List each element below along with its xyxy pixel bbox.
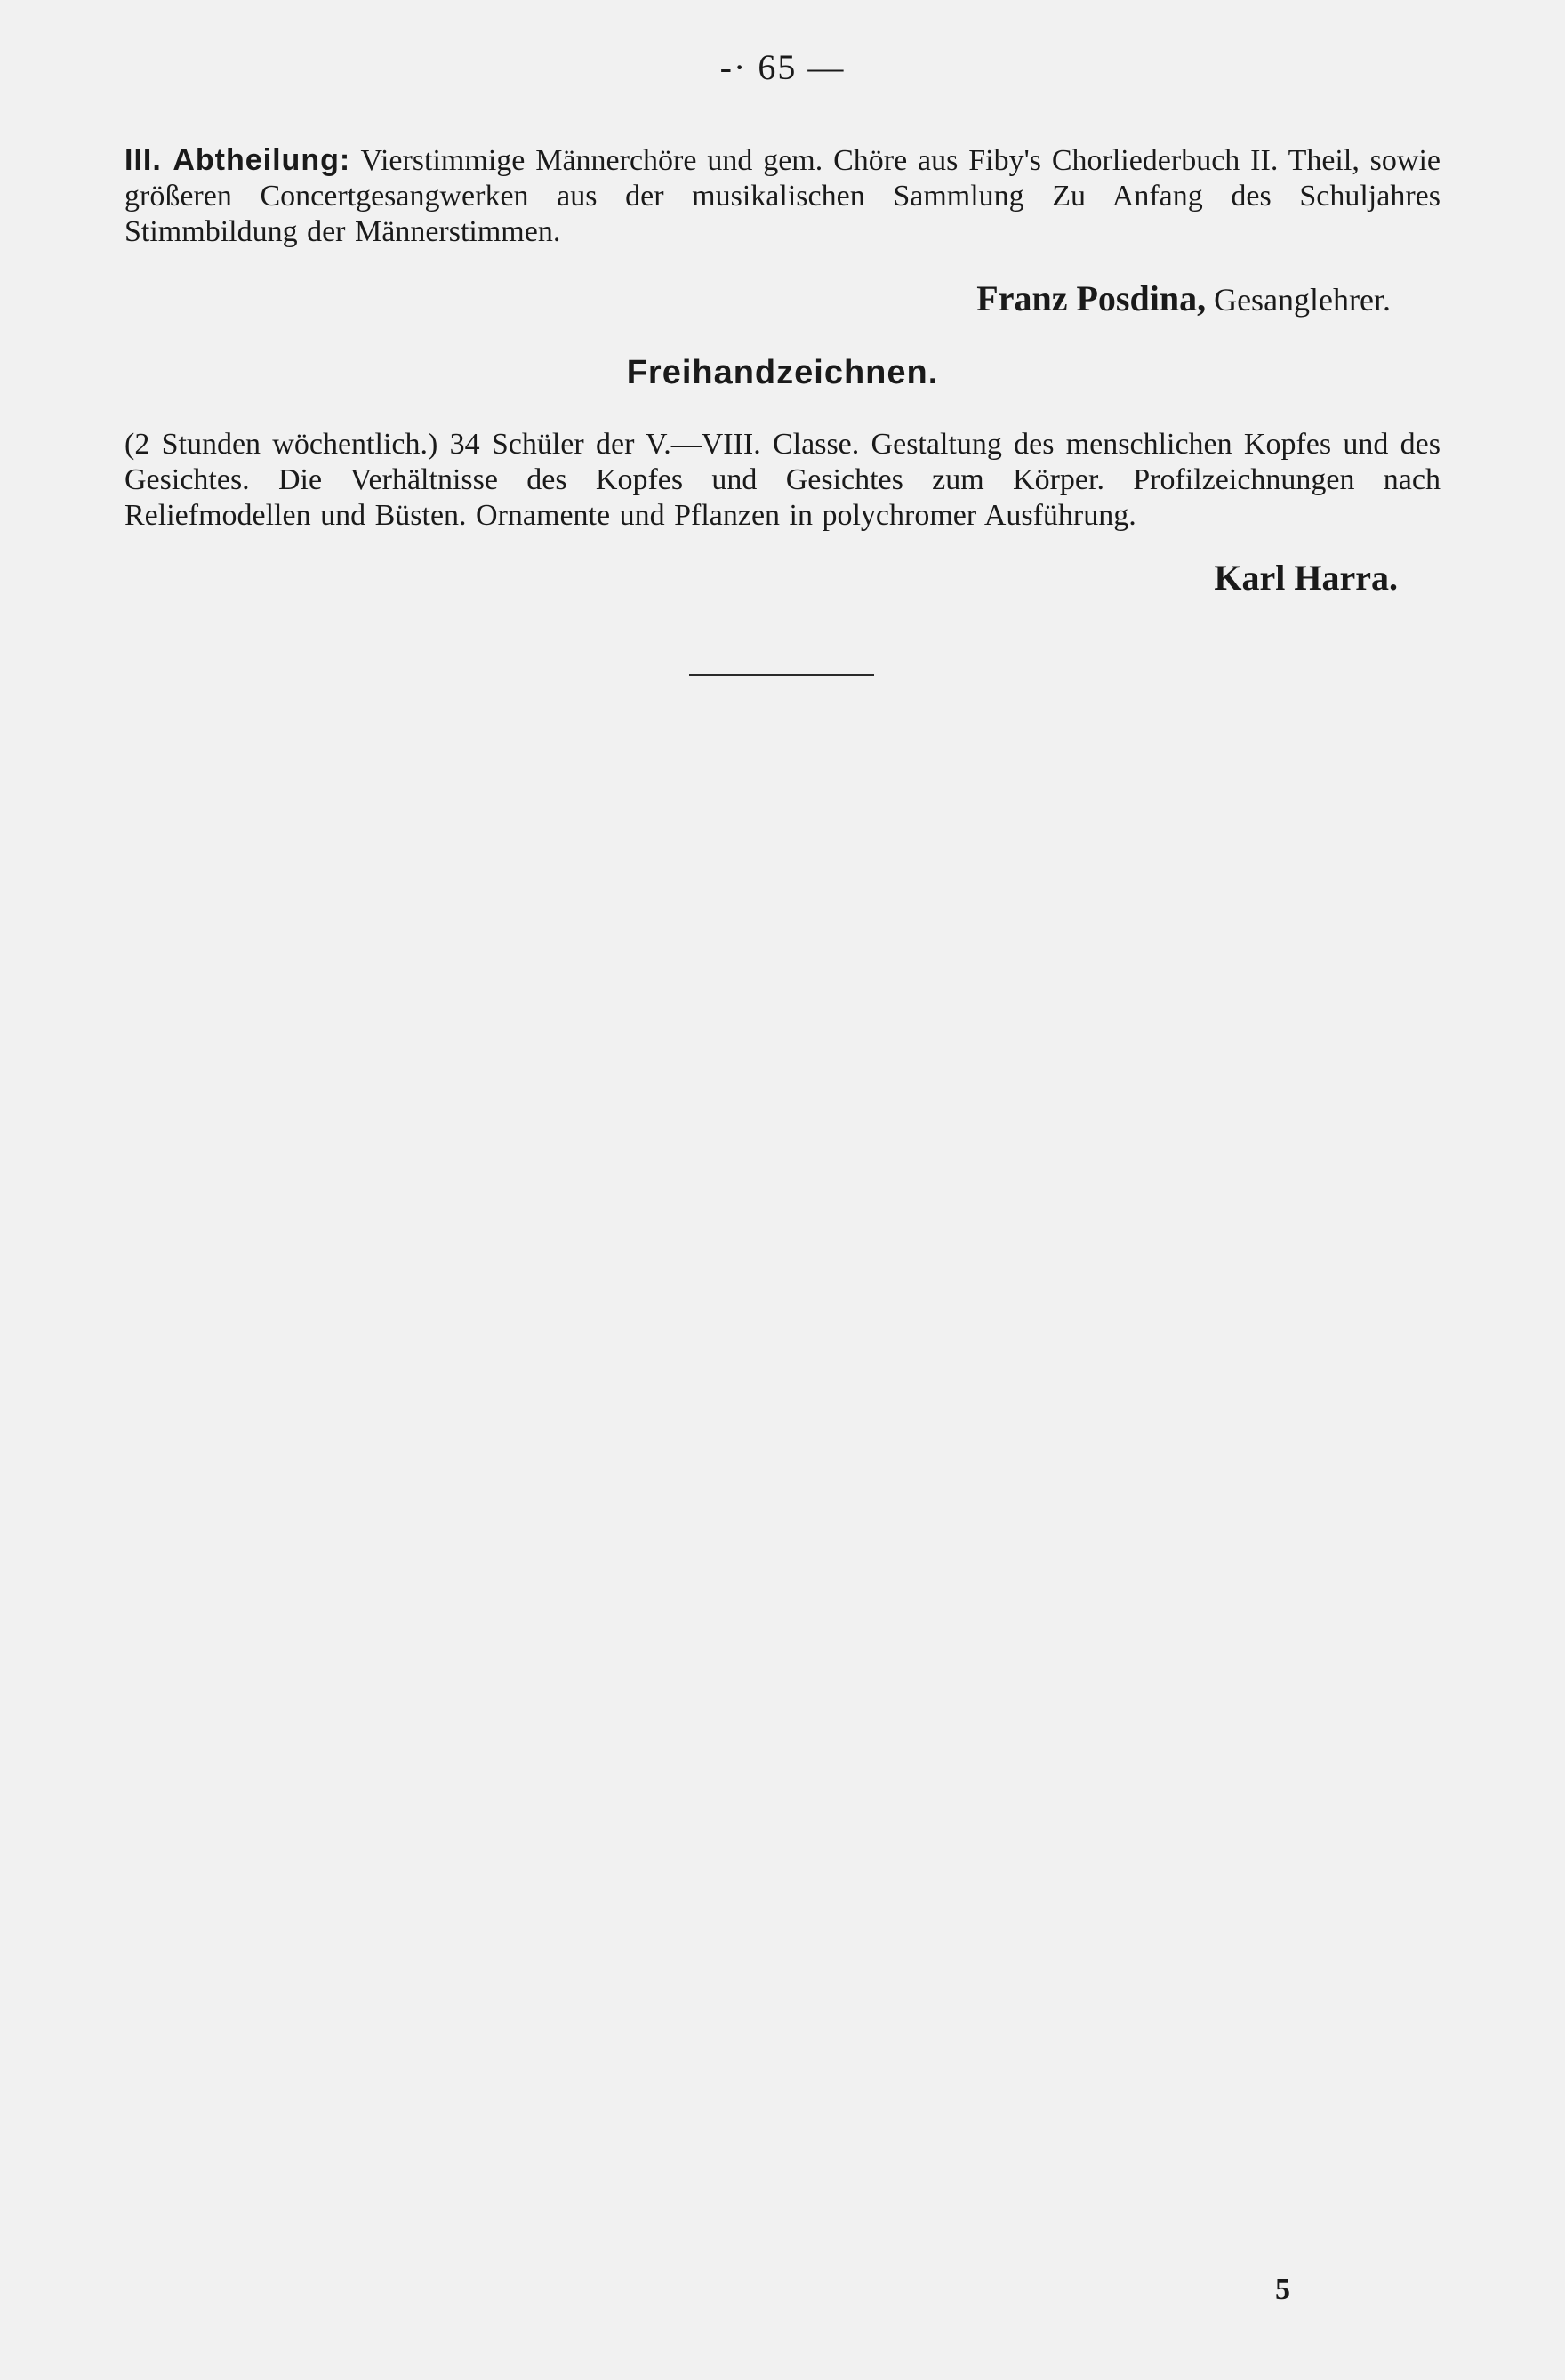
- section-text: Vierstimmige Männerchöre und gem. Chöre aus Fiby's Chorliederbuch II. Theil, sowie größeren Concertgesangwerken aus der musikalischen Sammlung Zu Anfang des Schuljahres Stimmbildung der Männerstimmen.: [124, 144, 1441, 248]
- signature-gesanglehrer: [976, 277, 1391, 319]
- section-heading: Freihandzeichnen.: [626, 354, 939, 391]
- divider-rule: [689, 674, 874, 676]
- signature-teacher: Karl Harra.: [1214, 558, 1398, 598]
- page-number: -· 65 —: [719, 47, 846, 87]
- freihand-paragraph: (2 Stunden wöchentlich.) 34 Schüler der V.—VIII. Classe. Gestaltung des menschlichen Kopfes und des Gesichtes. Die Verhältnisse des Kopfes und Gesichtes zum Körper. Profilzeichnungen nach Reliefmodellen und Büsten. Ornamente und Pflanzen in polychromer Ausführung.: [124, 428, 1441, 532]
- section-abtheilung-paragraph: [124, 142, 1441, 250]
- signature-name: Franz Posdina,: [976, 278, 1207, 318]
- signature-role: Gesanglehrer.: [1214, 282, 1391, 318]
- section-lead: III. Abtheilung:: [124, 143, 351, 177]
- printer-signature-mark: 5: [1275, 2273, 1290, 2306]
